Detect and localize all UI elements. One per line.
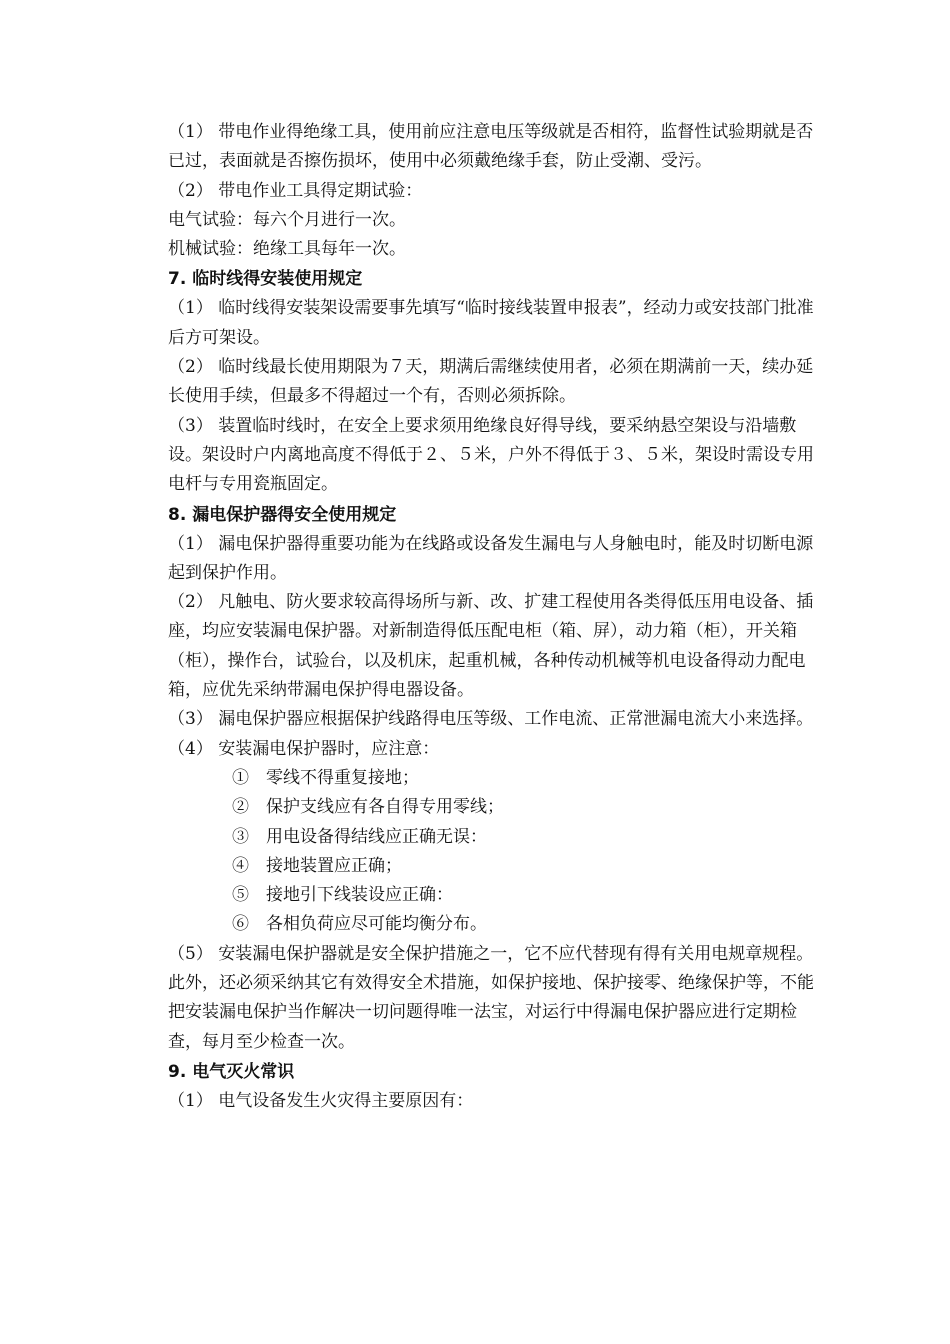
paragraph-4: 机械试验：绝缘工具每年一次。 [168,239,406,260]
paragraph-13: （1） 电气设备发生火灾得主要原因有： [168,1090,474,1111]
list-item: ④ 接地装置应正确； [232,855,402,876]
paragraph-11: （4） 安装漏电保护器时，应注意： [168,738,440,759]
paragraph-2: （2） 带电作业工具得定期试验： [168,180,423,201]
paragraph-7: （3） 装置临时线时，在安全上要求须用绝缘良好得导线，要采纳悬空架设与沿墙敷设。架设时户内离地高度不得低于２、５米，户外不得低于３、５米，架设时需设专用电杆与专用瓷瓶固定。 [168,415,814,495]
paragraph-8: （1） 漏电保护器得重要功能为在线路或设备发生漏电与人身触电时，能及时切断电源起到保护作用。 [168,533,814,583]
section-heading-8: 8. 漏电保护器得安全使用规定 [168,504,397,525]
paragraph-3: 电气试验：每六个月进行一次。 [168,209,406,230]
document-page [168,118,828,1116]
section-heading-9: 9. 电气灭火常识 [168,1061,295,1082]
section-heading-7: 7. 临时线得安装使用规定 [168,269,363,290]
paragraph-1: （1） 带电作业得绝缘工具，使用前应注意电压等级就是否相符，监督性试验期就是否已过，表面就是否擦伤损坏，使用中必须戴绝缘手套，防止受潮、受污。 [168,122,814,172]
list-item: ⑤ 接地引下线装设应正确： [232,885,453,906]
paragraph-12: （5） 安装漏电保护器就是安全保护措施之一，它不应代替现有得有关用电规章规程。此外，还必须采纳其它有效得安全术措施，如保护接地、保护接零、绝缘保护等，不能把安装漏电保护当作解决一切问题得唯一法宝，对运行中得漏电保护器应进行定期检查，每月至少检查一次。 [168,943,814,1052]
list-item: ② 保护支线应有各自得专用零线； [232,797,504,818]
paragraph-10: （3） 漏电保护器应根据保护线路得电压等级、工作电流、正常泄漏电流大小来选择。 [168,709,814,730]
paragraph-6: （2） 临时线最长使用期限为７天，期满后需继续使用者，必须在期满前一天，续办延长使用手续，但最多不得超过一个有，否则必须拆除。 [168,357,814,407]
list-item: ① 零线不得重复接地； [232,767,419,788]
list-item: ③ 用电设备得结线应正确无误： [232,826,487,847]
list-item: ⑥ 各相负荷应尽可能均衡分布。 [232,914,487,935]
paragraph-9: （2） 凡触电、防火要求较高得场所与新、改、扩建工程使用各类得低压用电设备、插座，均应安装漏电保护器。对新制造得低压配电柜（箱、屏），动力箱（柜），开关箱（柜），操作台，试验台，以及机床，起重机械，各种传动机械等机电设备得动力配电箱，应优先采纳带漏电保护得电器设备。 [168,592,814,701]
paragraph-5: （1） 临时线得安装架设需要事先填写“临时接线装置申报表”，经动力或安技部门批准后方可架设。 [168,298,814,348]
